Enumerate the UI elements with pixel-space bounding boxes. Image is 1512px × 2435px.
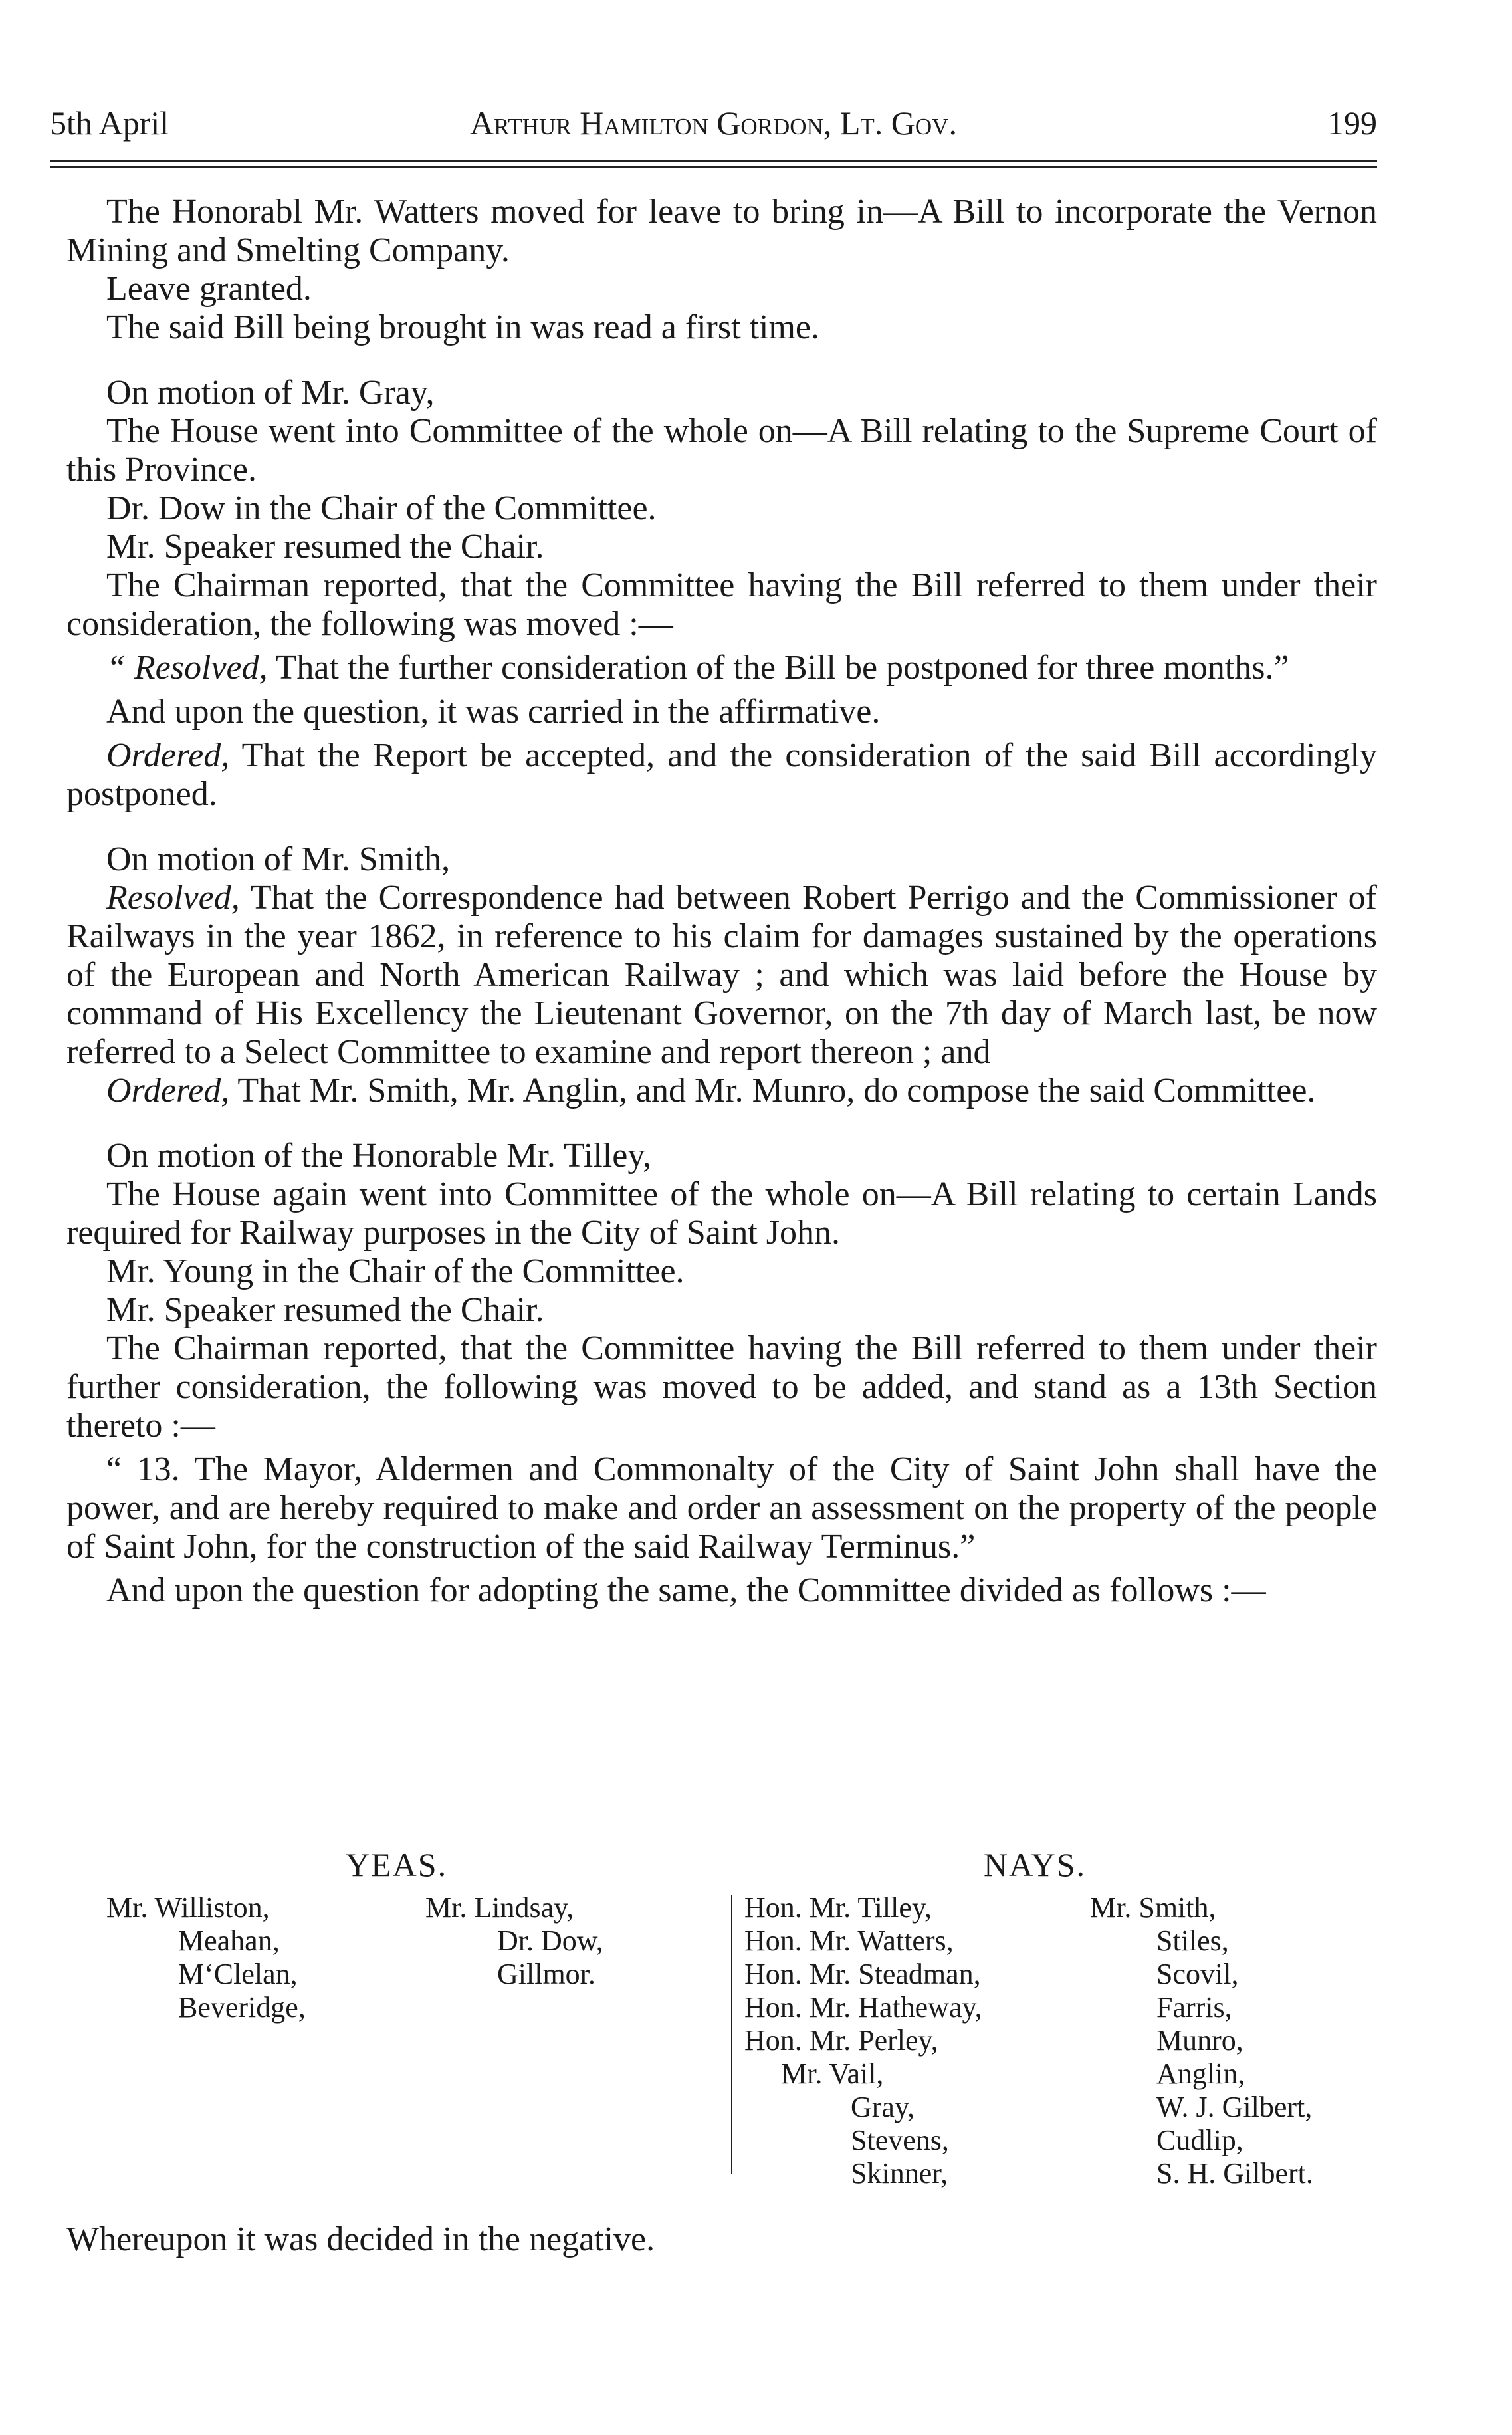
order-lead: Ordered, <box>106 737 230 774</box>
member-name: Gray, <box>851 2091 915 2123</box>
member-name: Mr. Lindsay, <box>425 1891 574 1924</box>
member-name: S. H. Gilbert. <box>1156 2157 1313 2190</box>
resolution-paragraph <box>66 879 1377 1072</box>
journal-body <box>66 193 1377 1610</box>
header-date: 5th April <box>50 104 169 142</box>
order-paragraph <box>66 737 1377 814</box>
order-text: That Mr. Smith, Mr. Anglin, and Mr. Munro, do compose the said Committee. <box>229 1072 1316 1109</box>
page-number: 199 <box>1327 104 1377 142</box>
yeas-heading: YEAS. <box>346 1846 448 1883</box>
paragraph: And upon the question for adopting the same, the Committee divided as follows :— <box>106 1571 1266 1609</box>
member-name: Mr. Williston, <box>106 1891 270 1924</box>
header-rule-bottom <box>50 166 1377 168</box>
section-quote: “ 13. The Mayor, Aldermen and Commonalty of the City of Saint John shall have the power, and are hereby required to make and order an assessment on the property of the people of Saint John, for the construction of the said Railway Terminus.” <box>66 1450 1377 1565</box>
member-name: Farris, <box>1156 1991 1232 2024</box>
resolution-text: That the further consideration of the Bill be postponed for three months.” <box>267 649 1289 687</box>
paragraph: The Chairman reported, that the Committee having the Bill referred to them under their consideration, the following was moved :— <box>66 566 1377 643</box>
yeas-column-1 <box>106 1891 306 2024</box>
member-name: Hon. Mr. Steadman, <box>744 1958 981 1990</box>
member-name: Hon. Mr. Tilley, <box>744 1891 932 1924</box>
nays-column-2 <box>1090 1891 1313 2190</box>
member-name: Meahan, <box>178 1924 280 1957</box>
resolution-paragraph <box>66 649 1377 687</box>
paragraph: On motion of Mr. Gray, <box>106 374 435 411</box>
header-rule-top <box>50 160 1377 162</box>
column-divider <box>731 1895 732 2174</box>
paragraph: Leave granted. <box>106 270 312 308</box>
closing-line: Whereupon it was decided in the negative. <box>66 2220 655 2258</box>
header-title: Arthur Hamilton Gordon, Lt. Gov. <box>470 104 957 142</box>
yeas-column-2 <box>425 1891 603 1991</box>
member-name: Munro, <box>1156 2024 1243 2057</box>
member-name: Mr. Smith, <box>1090 1891 1216 1924</box>
order-text: That the Report be accepted, and the consideration of the said Bill accordingly postponed. <box>66 737 1377 813</box>
member-name: Hon. Mr. Watters, <box>744 1924 954 1957</box>
member-name: Hon. Mr. Perley, <box>744 2024 938 2057</box>
member-name: Gillmor. <box>497 1958 595 1990</box>
paragraph: Mr. Young in the Chair of the Committee. <box>106 1252 685 1290</box>
order-paragraph <box>66 1072 1377 1110</box>
member-name: Skinner, <box>851 2157 948 2190</box>
paragraph: Mr. Speaker resumed the Chair. <box>106 528 544 566</box>
member-name: Stiles, <box>1156 1924 1229 1957</box>
member-name: W. J. Gilbert, <box>1156 2091 1313 2123</box>
paragraph: The said Bill being brought in was read a first time. <box>106 308 819 346</box>
paragraph: And upon the question, it was carried in the affirmative. <box>106 693 881 731</box>
nays-column-1 <box>744 1891 982 2190</box>
member-name: Scovil, <box>1156 1958 1239 1990</box>
member-name: Cudlip, <box>1156 2124 1243 2156</box>
page-header <box>50 100 1377 146</box>
nays-heading: NAYS. <box>984 1846 1087 1883</box>
resolution-text: That the Correspondence had between Robert Perrigo and the Commissioner of Railways in the year 1862, in reference to his claim for damages sustained by the operations of the European and North American Railway ; and which was laid before the House by command of His Excellency the Lieutenant Governor, on the 7th day of March last, be now referred to a Select Committee to examine and report thereon ; and <box>66 879 1377 1071</box>
resolution-lead: “ Resolved, <box>106 649 268 687</box>
paragraph: On motion of Mr. Smith, <box>106 840 451 878</box>
paragraph: The Chairman reported, that the Committee having the Bill referred to them under their further consideration, the following was moved to be added, and stand as a 13th Section thereto :— <box>66 1330 1377 1445</box>
paragraph: Dr. Dow in the Chair of the Committee. <box>106 489 657 527</box>
member-name: Stevens, <box>851 2124 949 2156</box>
paragraph: The House went into Committee of the whole on—A Bill relating to the Supreme Court of this Province. <box>66 412 1377 489</box>
paragraph: Mr. Speaker resumed the Chair. <box>106 1291 544 1329</box>
member-name: M‘Clelan, <box>178 1958 298 1990</box>
paragraph: The House again went into Committee of the whole on—A Bill relating to certain Lands required for Railway purposes in the City of Saint John. <box>66 1175 1377 1252</box>
paragraph: On motion of the Honorable Mr. Tilley, <box>106 1137 651 1175</box>
resolution-lead: Resolved, <box>106 879 240 917</box>
member-name: Dr. Dow, <box>497 1924 603 1957</box>
division-list <box>66 1846 1377 2190</box>
order-lead: Ordered, <box>106 1072 230 1109</box>
paragraph: The Honorabl Mr. Watters moved for leave to bring in—A Bill to incorporate the Vernon Mining and Smelting Company. <box>66 193 1377 269</box>
member-name: Anglin, <box>1156 2057 1245 2090</box>
member-name: Beveridge, <box>178 1991 306 2024</box>
member-name: Mr. Vail, <box>781 2057 884 2090</box>
member-name: Hon. Mr. Hatheway, <box>744 1991 982 2024</box>
